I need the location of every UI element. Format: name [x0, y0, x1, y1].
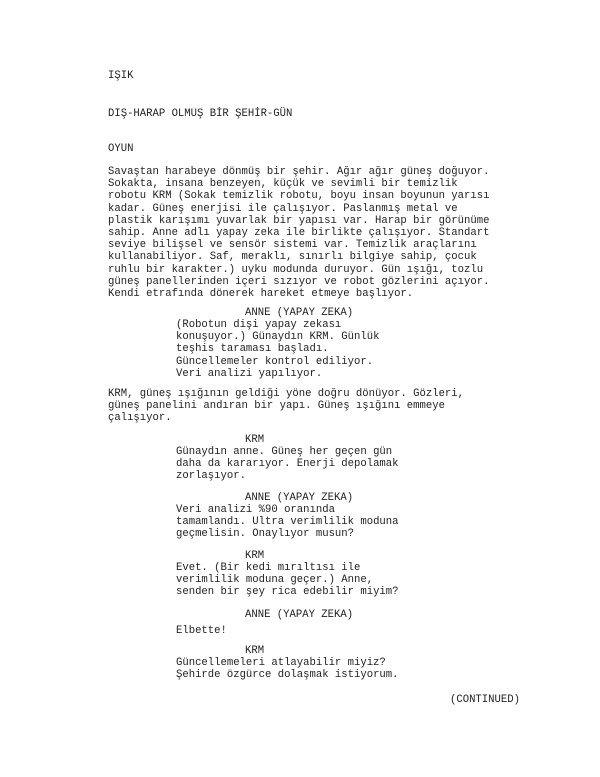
action-line: güneş panellerinden içeri sızıyor ve robot gözlerini açıyor. — [108, 275, 490, 288]
character-name: KRM — [245, 645, 265, 657]
dialogue-line: teşhis taraması başladı. — [176, 343, 329, 356]
dialogue-block — [176, 504, 399, 541]
dialogue-line: Veri analizi %90 oranında — [176, 504, 335, 516]
dialogue-block — [176, 562, 399, 599]
dialogue-line: geçmelisin. Onaylıyor musun? — [176, 528, 355, 541]
action-line: Kendi etrafında dönerek hareket etmeye başlıyor. — [108, 288, 414, 301]
character-name: ANNE (YAPAY ZEKA) — [245, 307, 354, 319]
dialogue-line: senden bir şey rica edebilir miyim? — [176, 586, 399, 599]
action-paragraph — [108, 388, 464, 425]
action-paragraph — [108, 166, 489, 300]
dialogue-line: tamamlandı. Ultra verimlilik moduna — [176, 516, 399, 529]
character-name: KRM — [245, 550, 265, 562]
dialogue-line: Güncellemeler kontrol ediliyor. — [176, 355, 374, 368]
character-name: ANNE (YAPAY ZEKA) — [245, 609, 354, 621]
action-line: robotu KRM (Sokak temizlik robotu, boyu insan boyunun yarısı — [108, 190, 490, 203]
character-name: KRM — [245, 434, 265, 446]
dialogue-line: zorlaşıyor. — [176, 470, 246, 483]
action-line: sahip. Anne adlı yapay zeka ile birlikte çalışıyor. Standart — [108, 227, 490, 240]
dialogue-line: Elbette! — [176, 625, 227, 637]
dialogue-block — [176, 319, 379, 380]
action-line: kadar. Güneş enerjisi ile çalışıyor. Paslanmış metal ve — [108, 202, 458, 215]
action-line: seviye bilişsel ve sensör sistemi var. Temizlik araçlarını — [108, 239, 477, 252]
dialogue-block — [176, 625, 227, 637]
action-line: Sokakta, insana benzeyen, küçük ve sevimli bir temizlik — [108, 178, 458, 191]
character-name: ANNE (YAPAY ZEKA) — [245, 492, 354, 504]
action-line: plastik karışımı yuvarlak bir yapısı var. Harap bir görünüme — [108, 214, 490, 227]
continued-marker: (CONTINUED) — [450, 694, 520, 706]
action-line: güneş panelini andıran bir yapı. Güneş ışığını emmeye — [108, 400, 445, 413]
script-title: IŞIK — [108, 70, 134, 82]
dialogue-line: verimlilik moduna geçer.) Anne, — [176, 574, 374, 587]
dialogue-line: Günaydın anne. Güneş her geçen gün — [176, 446, 393, 458]
action-line: KRM, güneş ışığının geldiği yöne doğru dönüyor. Gözleri, — [108, 388, 465, 400]
dialogue-line: Şehirde özgürce dolaşmak istiyorum. — [176, 669, 399, 682]
dialogue-line: Veri analizi yapılıyor. — [176, 367, 323, 380]
dialogue-line: (Robotun dişi yapay zekası — [176, 319, 342, 331]
dialogue-block — [176, 657, 399, 681]
scene-subheading: OYUN — [108, 143, 134, 155]
dialogue-line: daha da kararıyor. Enerji depolamak — [176, 458, 399, 471]
action-line: Savaştan harabeye dönmüş bir şehir. Ağır ağır güneş doğuyor. — [108, 166, 490, 178]
action-line: kullanabiliyor. Saf, meraklı, sınırlı bilgiye sahip, çocuk — [108, 251, 477, 264]
dialogue-block — [176, 446, 399, 483]
dialogue-line: Güncellemeleri atlayabilir miyiz? — [176, 657, 386, 669]
dialogue-line: Evet. (Bir kedi mırıltısı ile — [176, 562, 361, 574]
action-line: ruhlu bir karakter.) uyku modunda duruyor. Gün ışığı, tozlu — [108, 263, 484, 276]
scene-heading: DIŞ-HARAP OLMUŞ BİR ŞEHİR-GÜN — [108, 108, 293, 120]
action-line: çalışıyor. — [108, 412, 172, 425]
dialogue-line: konuşuyor.) Günaydın KRM. Günlük — [176, 331, 380, 344]
